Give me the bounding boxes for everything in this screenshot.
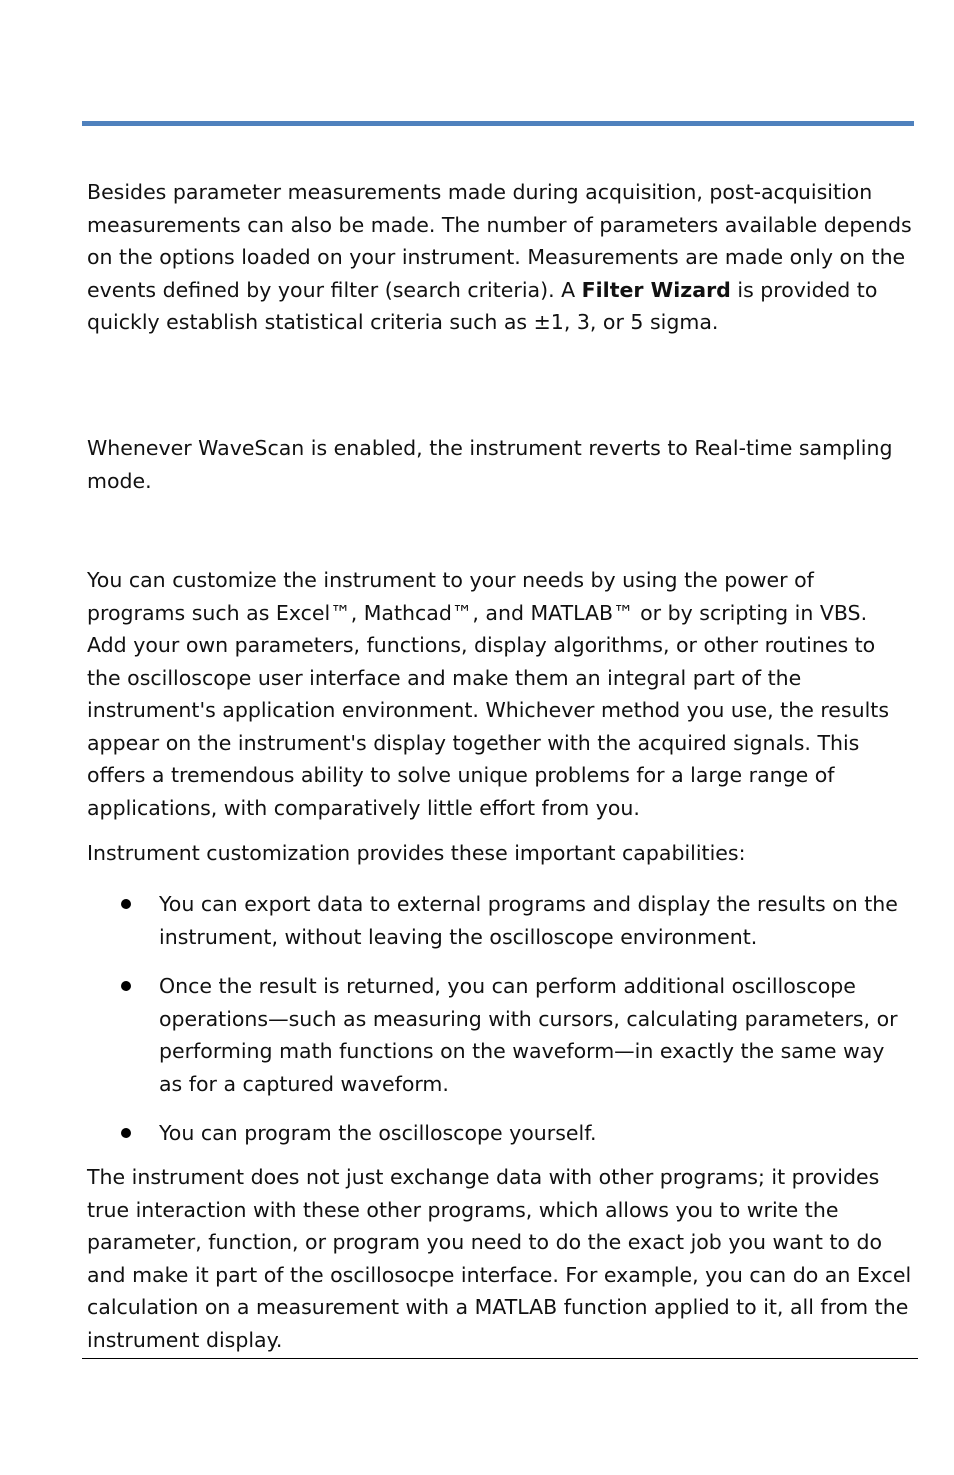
list-item [87, 888, 913, 953]
list-item-text: Once the result is returned, you can perform additional oscilloscope operations—such as measuring with cursors, calculating parameters, or performing math functions on the waveform—in exactly the same way as for a captured waveform. [159, 974, 898, 1096]
paragraph-text: Besides parameter measurements made during acquisition, post-acquisition measurements can also be made. The number of parameters available depends on the options loaded on your instrument. Measurements are made only on the events defined by your filter (search criteria). A [87, 180, 912, 302]
header-rule [82, 121, 914, 126]
capabilities-list [87, 888, 913, 1150]
paragraph-capabilities-intro: Instrument customization provides these important capabilities: [87, 841, 746, 865]
bullet-icon [121, 1128, 131, 1138]
bullet-icon [121, 899, 131, 909]
paragraph-post-acquisition [87, 176, 913, 339]
list-item [87, 1117, 913, 1150]
filter-wizard-term: Filter Wizard [581, 277, 731, 302]
paragraph-customization: You can customize the instrument to your needs by using the power of programs such as Excel™, Mathcad™, and MATLAB™ or by scripting in VBS. Add your own parameters, functions, display algorithms, or other routines to the oscilloscope user interface and make them an integral part of the instrument's application environment. Whichever method you use, the results appear on the instrument's display together with the acquired signals. This offers a tremendous ability to solve unique problems for a large range of applications, with comparatively little effort from you. [87, 568, 890, 820]
list-item [87, 970, 913, 1100]
list-item-text: You can export data to external programs and display the results on the instrument, without leaving the oscilloscope environment. [159, 892, 898, 949]
list-item-text: You can program the oscilloscope yourself. [159, 1121, 597, 1145]
bullet-icon [121, 981, 131, 991]
paragraph-wavescan: Whenever WaveScan is enabled, the instrument reverts to Real-time sampling mode. [87, 436, 893, 493]
footer-rule [82, 1358, 918, 1359]
paragraph-interaction: The instrument does not just exchange data with other programs; it provides true interaction with these other programs, which allows you to write the parameter, function, or program you need to do the exact job you want to do and make it part of the oscillosocpe interface. For example, you can do an Excel calculation on a measurement with a MATLAB function applied to it, all from the instrument display. [87, 1165, 912, 1352]
paragraph-text: is provided to quickly establish statistical criteria such as ±1, 3, or 5 sigma. [87, 277, 878, 334]
